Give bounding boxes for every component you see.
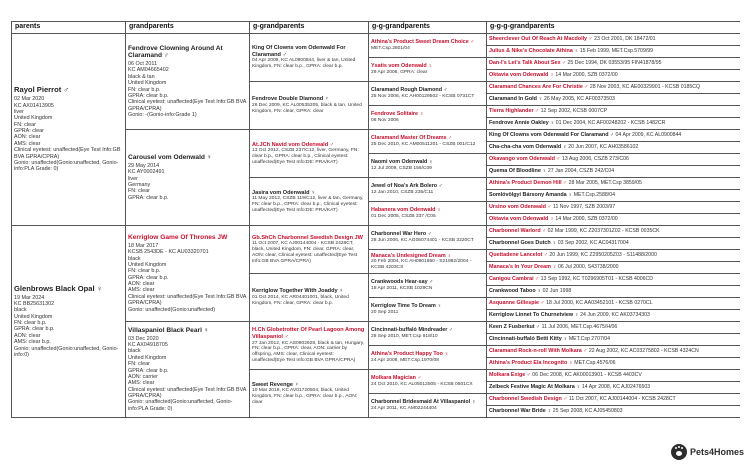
header-grandparents: grandparents [126,22,250,34]
dog-name[interactable]: Charbonnel Goes Dutch ♀ [489,240,557,247]
g-g-g-grandparent-cell [487,406,741,418]
g-g-g-grandparent-cell [487,298,741,310]
g-grandparent-cell [250,130,369,178]
header-g-grandparents: g-grandparents [250,22,369,34]
g-g-g-grandparent-cell [487,118,741,130]
dog-name[interactable]: Sheerclever Out Of Reach At Macdolly ♂ [489,36,593,43]
dog-details: 20 Feb 2004, KC AH0901860 - S21982/2004 - KCSB 4203CS [371,258,472,270]
dog-details: 28 Sep 2010, MET.Csp 918/10 [371,333,438,339]
dog-name[interactable]: Naomi vom Odenwald ♀ [371,159,433,166]
g-g-grandparent-cell [369,298,487,322]
pets4homes-logo [671,444,744,460]
g-g-g-grandparent-cell [487,166,741,178]
g-g-g-grandparent-cell [487,190,741,202]
dog-details: 29 Apr 2006, GPRA: clear [371,69,428,75]
g-g-g-grandparent-cell [487,82,741,94]
grandparent-cell [126,226,250,322]
g-g-g-grandparent-cell [487,322,741,334]
dog-details: 28 Mar 2005, MET.Csp 3859/05 [568,180,642,187]
dog-details: 02 Mar 2020 KC AX01413905 liver United Kingdom FN: clear GPRA: clear AON: clear AMS: clear Clinical eyetest: unaffected(Eye Test Info:GB BVA GPRA/CPRA) Gonio: unaffected(Gonio:unaffected, Gonio-info:PLA Grade: 0) [14,96,121,173]
dog-name[interactable]: Quettadene Lancelot ♂ [489,252,548,259]
dog-details: 28 Nov 2003, KC AE00329901 - KCSB 0185CQ [589,84,701,91]
dog-name[interactable]: King Of Clowns vom Odenwald For Claramand ♂ [489,132,615,139]
dog-details: MET.Csp 2707/04 [568,336,611,343]
dog-details: 03 Sep 2002, KC AC04317004 [557,240,629,247]
dog-name[interactable]: Tierra Highlander ♂ [489,108,540,115]
dog-details: 13 Oct 2012, CSZB 237/C12, liver, Germany, FN: clear b.p., GPRA: clear b.p., Clinical eyetest: unaffected(Eye Test Info:DE: PRA/KAT) [252,148,359,165]
dog-details: 15 Feb 1999, MET.Csp.5709/99 [579,48,654,55]
dog-details: 24 Oct 2010, KC AL05012505 - KCSB 0501CX [371,381,473,387]
dog-details: 13 Sep 1992, KC T0296905T01 - KCSB 4006CD [540,276,654,283]
g-grandparent-cell [250,178,369,226]
dog-name[interactable]: Quema Of Bloodline ♀ [489,168,547,175]
dog-details: 22 Aug 2002, KC AC03275802 - KCSB 4324CN [588,348,699,355]
g-grandparent-cell [250,34,369,82]
g-g-g-grandparent-cell [487,262,741,274]
g-g-grandparent-cell [369,106,487,130]
dog-name[interactable]: Habanera vom Odenwald ♀ [371,207,441,214]
dog-details: 28 Jun 2006, KC AG05074401 - KCSB 3220CT [371,237,474,243]
dog-details: MET.Csp.2588/04 [573,192,615,199]
header-g-g-grandparents: g-g-grandparents [369,22,487,34]
dog-details: 12 Jan 2010, CSZB 235/C11 [371,189,434,195]
dog-name[interactable]: Claramand Rough Diamond ♂ [371,87,448,94]
g-g-grandparent-cell [369,226,487,250]
g-g-g-grandparent-cell [487,370,741,382]
dog-details: 24 Jun 2009, KC AK03734303 [580,312,650,319]
dog-name[interactable]: Fendrove Solitaire ♀ [371,111,424,118]
dog-name[interactable]: Crankwood Taboo ♀ [489,288,542,295]
dog-name[interactable]: Fendrove Clowning Around At Claramand ♂ [128,44,223,60]
dog-name[interactable]: Kerriglow Together With Joaddy ♀ [252,288,344,295]
dog-details: 20 Sep 2011 [371,309,399,315]
g-grandparent-cell [250,370,369,418]
dog-name[interactable]: Charbonnel War Hero ♂ [371,231,432,238]
g-g-g-grandparent-cell [487,238,741,250]
dog-details: 29 May 2014 KC AY0002491 liver Germany FN: clear GPRA: clear b.p. [128,162,169,201]
dog-name[interactable]: Manaca's Undesigned Dream ♀ [371,252,452,259]
dog-name[interactable]: Cha-cha-cha vom Odenwald ♀ [489,144,567,151]
dog-name[interactable]: Molkara Exige ♂ [489,372,531,379]
dog-name[interactable]: Molkara Magician ♂ [371,375,422,382]
dog-name[interactable]: Jewel of Noa's Ark Bolero ♂ [371,183,443,190]
dog-name[interactable]: Julius & Nike's Chocolate Athina ♀ [489,48,579,55]
dog-name[interactable]: Charbonnel Warlord ♂ [489,228,547,235]
dog-details: 25 Sep 2008, KC AJ05450803 [552,408,623,415]
g-g-g-grandparent-cell [487,130,741,142]
dog-name[interactable]: Cincinnati-buffaló Mindreader ♂ [371,327,453,334]
dog-details: 14 Mar 2000, SZB 0372/00 [555,216,618,223]
g-g-grandparent-cell [369,58,487,82]
dog-name[interactable]: Dan-I's Let's Talk About Sex ♂ [489,60,566,67]
dog-name[interactable]: Charbonnel Swedish Design ♂ [489,396,568,403]
dog-name[interactable]: Manaca's In Your Dream ♀ [489,264,557,271]
dog-details: 10 Mar 2018, KC AV01720504, black, United Kingdom, FN: clear b.p., GPRA: clear b.p., AON: clear [252,388,358,405]
dog-details: 01 Dec 2004, KC AF00248202 - KCSB 1482CR [555,120,666,127]
pedigree-row [12,34,741,46]
g-g-grandparent-cell [369,346,487,370]
pedigree-row [12,226,741,238]
header-g-g-g-grandparents: g-g-g-grandparents [487,22,741,34]
dog-name[interactable]: Fendrove Double Diamond ♀ [252,96,329,103]
dog-name[interactable]: Villaspaniol Black Pearl ♀ [128,326,209,334]
dog-name[interactable]: Okavango vom Odenwald ♂ [489,156,561,163]
dog-name[interactable]: Athina's Product Demon Hill ♂ [489,180,568,187]
g-g-g-grandparent-cell [487,178,741,190]
dog-details: 20 Jun 2007, KC AH03586102 [568,144,639,151]
dog-name[interactable]: Kerriglow Time To Dream ♀ [371,303,442,310]
dog-details: 18 Jul 2000, KC AA03452101 - KCSB 0270CL [546,300,653,307]
g-g-g-grandparent-cell [487,310,741,322]
pedigree-table [11,21,740,418]
g-g-g-grandparent-cell [487,346,741,358]
dog-details: 24 Apr 2011, KC AM02244404 [371,405,437,411]
dog-name[interactable]: Ysatis vom Odenwald ♀ [371,63,433,70]
g-g-grandparent-cell [369,154,487,178]
dog-details: 14 Mar 2000, SZB 0372/00 [555,72,618,79]
g-g-grandparent-cell [369,202,487,226]
parent-cell [12,34,126,226]
parent-cell [12,226,126,418]
g-g-g-grandparent-cell [487,250,741,262]
g-g-g-grandparent-cell [487,334,741,346]
g-g-g-grandparent-cell [487,358,741,370]
g-g-g-grandparent-cell [487,226,741,238]
grandparent-cell [126,130,250,226]
g-g-grandparent-cell [369,34,487,58]
dog-name[interactable]: Kerriglow Game Of Thrones JW [128,234,228,242]
dog-name[interactable]: Charbonnel War Bride ♀ [489,408,552,415]
dog-details: 06 Nov 2006 [371,117,399,123]
g-g-g-grandparent-cell [487,34,741,46]
g-g-grandparent-cell [369,370,487,394]
dog-details: 24 Apr 2008, MET.Csp.1970/08 [371,357,439,363]
dog-name[interactable]: Sweet Revenge ♀ [252,381,299,388]
header-row [12,22,741,34]
dog-details: 01 Oct 2014, KC AR04401001, black, United Kingdom, FN: clear, GPRA: clear b.p. [252,295,349,306]
dog-name[interactable]: Kerriglow Linnet To Churnetview ♀ [489,312,579,319]
dog-name[interactable]: Gb.ShCh Charbonnel Swedish Design JW [252,234,363,241]
dog-name[interactable]: Glenbrows Black Opal ♀ [14,283,103,293]
g-g-grandparent-cell [369,130,487,154]
g-grandparent-cell [250,82,369,130]
g-g-grandparent-cell [369,322,487,346]
paw-icon [671,444,687,460]
dog-name[interactable]: Jasira vom Odenwald ♀ [252,189,316,196]
g-grandparent-cell [250,226,369,274]
dog-name[interactable]: Claramand Chances Are For Christie ♂ [489,84,589,91]
dog-name[interactable]: At.JCh Navid vom Odenwald ♂ [252,141,334,148]
dog-details: 23 Oct 2001, DK 18472/01 [594,36,656,43]
dog-name[interactable]: Claramand In Gold ♀ [489,96,543,103]
dog-details: 20 Jun 1999, KC Z2950205Z03 - S11488/2000 [549,252,657,259]
g-g-g-grandparent-cell [487,286,741,298]
g-g-g-grandparent-cell [487,142,741,154]
pedigree-wrapper [11,21,740,464]
dog-name[interactable]: Somlóvölgyi Bársony Amanda ♀ [489,192,573,199]
dog-details: 06 Jul 2000, S43738/2000 [557,264,619,271]
dog-details: 13 Aug 2006, CSZB 273/C06 [561,156,629,163]
dog-name[interactable]: Asquanne Gillespie ♂ [489,300,545,307]
grandparent-cell [126,322,250,418]
dog-name[interactable]: Athina's Product Happy Too ♀ [371,351,449,358]
dog-details: 11 Oct 2007, KC AJ00144004 - KCSB 2428CT, black, United Kingdom, FN: clear, GPRA: clear, AON: clear, Clinical eyetest: unaffected(Eye Test Info:GB BVA GPRA/CPRA) [252,241,358,264]
dog-name[interactable]: Claramand Master Of Dreams ♂ [371,135,453,142]
dog-details: 11 May 2012, CSZB 119/C12, liver & tan, Germany, FN: clear b.p., GPRA: clear b.p., Clinical eyetest: unaffected(Eye Test Info:DE: PRA/KAT) [252,196,364,213]
dog-details: 25 Dec 2010, KC AM00511201 - CSZB 001/C12 [371,141,476,147]
g-g-g-grandparent-cell [487,214,741,226]
dog-details: 02 Mar 1999, KC Z2037301Z02 - KCSB 0035CK [547,228,660,235]
dog-name[interactable]: Crankwoods Hear-say ♂ [371,279,434,286]
dog-name[interactable]: Athina's Product Sweet Dream Choice ♂ [371,39,475,46]
dog-details: 19 Mar 2024 KC BB2563​1302 black United Kingdom FN: clear b.p. GPRA: clear b.p. AON: clear AMS: clear b.p. Gonio: unaffected(Gonio:unaffected, Gonio-info:0) [14,294,119,358]
dog-details: 18 Apr 2011, KCSB 1029CN [371,285,433,291]
dog-name[interactable]: Ursino vom Odenwald ♂ [489,204,552,211]
dog-details: 12 Sep 2002, KCSB 0007CP [540,108,608,115]
dog-name[interactable]: Oktavia vom Odenwald ♀ [489,216,554,223]
dog-name[interactable]: Rayol Pierrot ♂ [14,85,70,95]
dog-name[interactable]: Oktavia vom Odenwald ♀ [489,72,554,79]
header-parents: parents [12,22,126,34]
dog-details: MET.Csp.4576/06 [574,360,616,367]
dog-details: 26 May 2005, KC AF00373503 [543,96,615,103]
dog-name[interactable]: Zelbeck Festive Magic At Molkara ♀ [489,384,581,391]
dog-name[interactable]: Claramand Rock-n-roll With Molkara ♂ [489,348,588,355]
dog-details: 14 Apr 2008, KC AJ02476503 [581,384,651,391]
g-g-grandparent-cell [369,82,487,106]
dog-details: 11 Oct 2007, KC AJ00144004 - KCSB 2428CT [568,396,676,403]
dog-details: 11 Jul 2006, MET.Csp.4675/H/06 [541,324,618,331]
g-g-g-grandparent-cell [487,94,741,106]
g-g-g-grandparent-cell [487,58,741,70]
g-g-g-grandparent-cell [487,154,741,166]
dog-name[interactable]: Charbonnel Bridesmaid At Villaspaniol ♀ [371,399,476,406]
g-g-g-grandparent-cell [487,46,741,58]
g-grandparent-cell [250,322,369,370]
dog-name[interactable]: Cincinnati-buffaló Betti Kitty ♀ [489,336,568,343]
dog-details: 25 Dec 1994, DK 03553/95 FIN41878/95 [567,60,662,67]
dog-name[interactable]: Fendrove Annie Oakley ♀ [489,120,555,127]
g-g-grandparent-cell [369,250,487,274]
dog-details: 26 Dec 2009, KC AL00535205, black & tan, United Kingdom, FN: clear, GPRA: clear [252,103,362,114]
grandparent-cell [126,34,250,130]
dog-details: MET.Csp.2801/04 [371,45,410,51]
dog-name[interactable]: Carousel vom Odenwald ♀ [128,153,212,161]
dog-details: 04 Apr 2009, KC AL0900844, liver & tan, United Kingdom, FN: clear b.p., GPRA: clear b.p. [252,58,356,70]
dog-details: 25 Nov 2006, KC AH00129502 - KCSB 0731CT [371,93,475,99]
g-g-g-grandparent-cell [487,106,741,118]
dog-name[interactable]: H.Ch Globetrotter Of Pearl Lagoon Among Villaspaniol ♂ [252,327,365,340]
g-g-g-grandparent-cell [487,274,741,286]
dog-details: 27 Jan 2004, CSZB 242/C04 [547,168,615,175]
dog-name[interactable]: King Of Clowns vom Odenwald For Claramand ♂ [252,45,346,58]
dog-name[interactable]: Canigou Cambrai ♂ [489,276,540,283]
logo-text: Pets4Homes [689,446,744,457]
dog-details: 12 Jul 2009, CSZB 156/C09 [371,165,432,171]
dog-details: 11 Nov 1997, SZB 2003/97 [552,204,616,211]
dog-details: 01 Dec 2005, CSZB 337 /C05 [371,213,436,219]
dog-details: 06 Oct 2011 KC AM04665402 black & tan United Kingdom FN: clear b.p. GPRA: clear b.p. Clinical eyetest: unaffected(Eye Test Info:GB BVA GPRA/CPRA) Gonio: -(Gonio-info:Grade 1) [128,61,247,119]
g-grandparent-cell [250,274,369,322]
g-g-g-grandparent-cell [487,394,741,406]
pedigree-body [12,34,741,418]
dog-details: 18 Mar 2017 KCSB 2543DE - KC AU03320701 black United Kingdom FN: clear b.p. GPRA: clear b.p. AON: clear AMS: clear Clinical eyetest: unaffected(Eye Test Info:GB BVA GPRA/CPRA) Gonio: unaffected(Gonio:unaffected) [128,242,247,313]
dog-details: 02 Jun 1998 [542,288,572,295]
g-g-g-grandparent-cell [487,202,741,214]
dog-name[interactable]: Athina's Product Ela Incognito ♀ [489,360,573,367]
dog-details: 03 Dec 2020 KC AX04918705 black United Kingdom FN: clear GPRA: clear b.p. AON: carrier AMS: clear Clinical eyetest: unaffected(Eye Test Info:GB BVA GPRA/CPRA) Gonio: unaffected(Gonio:unaffected, Gonio-info:PLA Grade: 0) [128,335,247,412]
g-g-grandparent-cell [369,178,487,202]
dog-details: 27 Jan 2012, KC AS0902928, black & tan, Hungary, FN: clear b.p., GPRA: clear, AON: carrier by offspring, AMS: clear, Clinical eyetest: unaffected(Eye Test Info:GB BVA GPRA/CPRA) [252,340,365,363]
g-g-g-grandparent-cell [487,70,741,82]
g-g-grandparent-cell [369,274,487,298]
dog-details: 06 Dec 2008, KC AK00013901 - KCSB 4403CV [532,372,642,379]
g-g-g-grandparent-cell [487,382,741,394]
g-g-grandparent-cell [369,394,487,418]
dog-details: 04 Apr 2009, KC AL0900844 [615,132,682,139]
dog-name[interactable]: Keen Z Fusberkut ♂ [489,324,541,331]
